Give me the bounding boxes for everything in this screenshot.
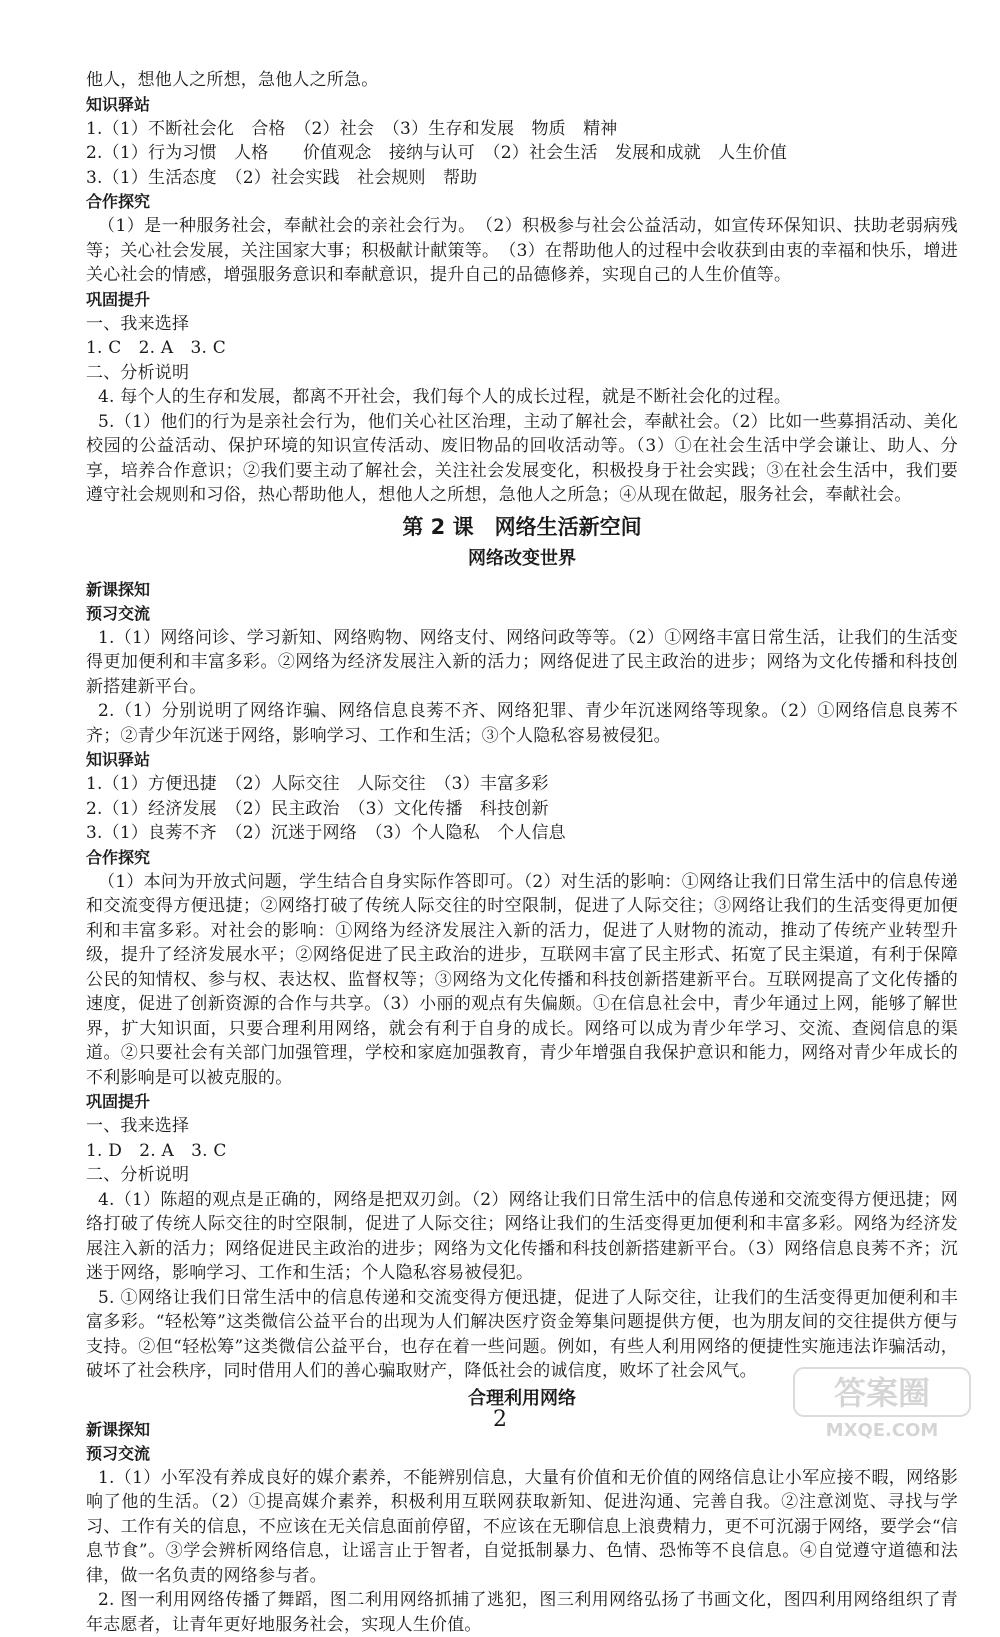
paragraph: 3.（1）生活态度 （2）社会实践 社会规则 帮助 (86, 167, 478, 188)
paragraph: 1.（1）不断社会化 合格 （2）社会 （3）生存和发展 物质 精神 (86, 118, 618, 139)
section-heading: 合作探究 (86, 192, 151, 211)
paragraph: 二、分析说明 (86, 362, 190, 383)
section-heading: 新课探知 (86, 579, 151, 599)
paragraph: 4.（1）陈超的观点是正确的，网络是把双刃剑。（2）网络让我们日常生活中的信息传递和交流变得方便迅捷；网络打破了传统人际交往的时空限制，促进了人际交往；网络让我们的生活变得更加便利和丰富多彩。网络为经济发展注入新的活力；网络促进民主政治的进步；网络为文化传播和科技创新搭建新平台。（3）网络信息良莠不齐；沉迷于网络，影响学习、工作和生活；个人隐私容易被侵犯。 (86, 1189, 958, 1283)
paragraph: （1）本问为开放式问题，学生结合自身实际作答即可。（2）对生活的影响：①网络让我们日常生活中的信息传递和交流变得方便迅捷；②网络打破了传统人际交往的时空限制，促进了人际交往；③网络让我们的生活变得更加便利和丰富多彩。对社会的影响：①网络为经济发展注入新的活力，促进了人财物的流动，推动了传统产业转型升级，提升了经济发展水平；②网络促进了民主政治的进步，互联网丰富了民主形式、拓宽了民主渠道，有利于保障公民的知情权、参与权、表达权、监督权等；③网络为文化传播和科技创新搭建新平台。互联网提高了文化传播的速度，促进了创新资源的合作与共享。（3）小丽的观点有失偏颇。①在信息社会中，青少年通过上网，能够了解世界，扩大知识面，只要合理利用网络，就会有利于自身的成长。网络可以成为青少年学习、交流、查阅信息的渠道。②只要社会有关部门加强管理，学校和家庭加强教育，青少年增强自我保护意识和能力，网络对青少年成长的不利影响是可以被克服的。 (86, 871, 958, 1088)
section-heading: 预习交流 (86, 603, 151, 623)
watermark-url: MXQE.COM (825, 1420, 939, 1440)
paragraph: 一、我来选择 (86, 313, 190, 334)
paragraph: 5.（1）他们的行为是亲社会行为，他们关心社区治理，主动了解社会，奉献社会。（2）比如一些募捐活动、美化校园的公益活动、保护环境的知识宣传活动、废旧物品的回收活动等。（3）①在社会生活中学会谦让、助人、分享，培养合作意识；②我们要主动了解社会，关注社会发展变化，积极投身于社会实践；③在社会生活中，我们要遵守社会规则和习俗，热心帮助他人，想他人之所想，急他人之所急；④从现在做起，服务社会，奉献社会。 (86, 411, 958, 505)
paragraph: 4. 每个人的生存和发展，都离不开社会，我们每个人的成长过程，就是不断社会化的过程。 (98, 387, 792, 407)
section-heading: 知识驿站 (86, 750, 151, 769)
paragraph: 1.（1）方便迅捷 （2）人际交往 人际交往 （3）丰富多彩 (86, 774, 549, 794)
paragraph: 1. D 2. A 3. C (86, 1140, 227, 1161)
paragraph: （1）是一种服务社会，奉献社会的亲社会行为。 （2）积极参与社会公益活动，如宣传环保知识、扶助老弱病残等；关心社会发展，关注国家大事；积极献计献策等。 （3）在帮助他人的过程中会收获到由衷的幸福和快乐，增进关心社会的情感，增强服务意识和奉献意识，提升自己的品德修养，实现自己的人生价值等。 (86, 216, 958, 285)
section-heading: 合作探究 (86, 847, 151, 867)
lesson-title: 第 2 课 网络生活新空间 (402, 514, 642, 539)
watermark-svg (792, 1366, 972, 1440)
watermark-logo-icon (792, 1366, 972, 1440)
watermark-title: 答案圈 (833, 1374, 931, 1412)
paragraph: 一、我来选择 (86, 1116, 190, 1136)
subsection-title: 合理利用网络 (468, 1387, 576, 1409)
page-number: 2 (493, 1407, 507, 1432)
section-heading: 巩固提升 (86, 289, 151, 309)
paragraph: 5. ①网络让我们日常生活中的信息传递和交流变得方便迅捷，促进了人际交往，让我们的生活变得更加便利和丰富多彩。“轻松筹”这类微信公益平台的出现为人们解决医疗资金筹集问题提供方便，也为朋友间的交往提供方便与支持。②但“轻松筹”这类微信公益平台，也存在着一些问题。例如，有些人利用网络的便捷性实施违法诈骗活动，破坏了社会秩序，同时借用人们的善心骗取财产，降低社会的诚信度，败坏了社会风气。 (86, 1287, 958, 1381)
paragraph: 他人，想他人之所想，急他人之所急。 (86, 70, 379, 90)
section-heading: 新课探知 (86, 1419, 151, 1439)
section-heading: 巩固提升 (86, 1092, 151, 1111)
paragraph: 2.（1）分别说明了网络诈骗、网络信息良莠不齐、网络犯罪、青少年沉迷网络等现象。（2）①网络信息良莠不齐；②青少年沉迷于网络，影响学习、工作和生活；③个人隐私容易被侵犯。 (86, 701, 958, 746)
paragraph: 1.（1）网络问诊、学习新知、网络购物、网络支付、网络问政等等。（2）①网络丰富日常生活，让我们的生活变得更加便利和丰富多彩。②网络为经济发展注入新的活力；网络促进了民主政治的进步；网络为文化传播和科技创新搭建新平台。 (86, 627, 958, 697)
paragraph: 2.（1）行为习惯 人格 价值观念 接纳与认可 （2）社会生活 发展和成就 人生价值 (86, 143, 787, 163)
subsection-title: 网络改变世界 (468, 547, 576, 569)
paragraph: 1.（1）小军没有养成良好的媒介素养，不能辨别信息，大量有价值和无价值的网络信息让小军应接不暇，网络影响了他的生活。（2）①提高媒介素养，积极利用互联网获取新知、促进沟通、完善自我。②注意浏览、寻找与学习、工作有关的信息，不应该在无关信息面前停留，不应该在无聊信息上浪费精力，更不可沉溺于网络，要学会“信息节食”。③学会辨析网络信息，让谣言止于智者，自觉抵制暴力、色情、恐怖等不良信息。④自觉遵守道德和法律，做一名负责的网络参与者。 (86, 1467, 958, 1586)
paragraph: 2.（1）经济发展 （2）民主政治 （3）文化传播 科技创新 (86, 798, 549, 819)
section-heading: 预习交流 (86, 1443, 151, 1463)
paragraph: 3.（1）良莠不齐 （2）沉迷于网络 （3）个人隐私 个人信息 (86, 823, 566, 843)
section-heading: 知识驿站 (86, 94, 151, 114)
paragraph: 2. 图一利用网络传播了舞蹈，图二利用网络抓捕了逃犯，图三利用网络弘扬了书画文化，图四利用网络组织了青年志愿者，让青年更好地服务社会，实现人生价值。 (86, 1590, 958, 1635)
paragraph: 1. C 2. A 3. C (86, 338, 226, 358)
paragraph: 二、分析说明 (86, 1165, 190, 1185)
